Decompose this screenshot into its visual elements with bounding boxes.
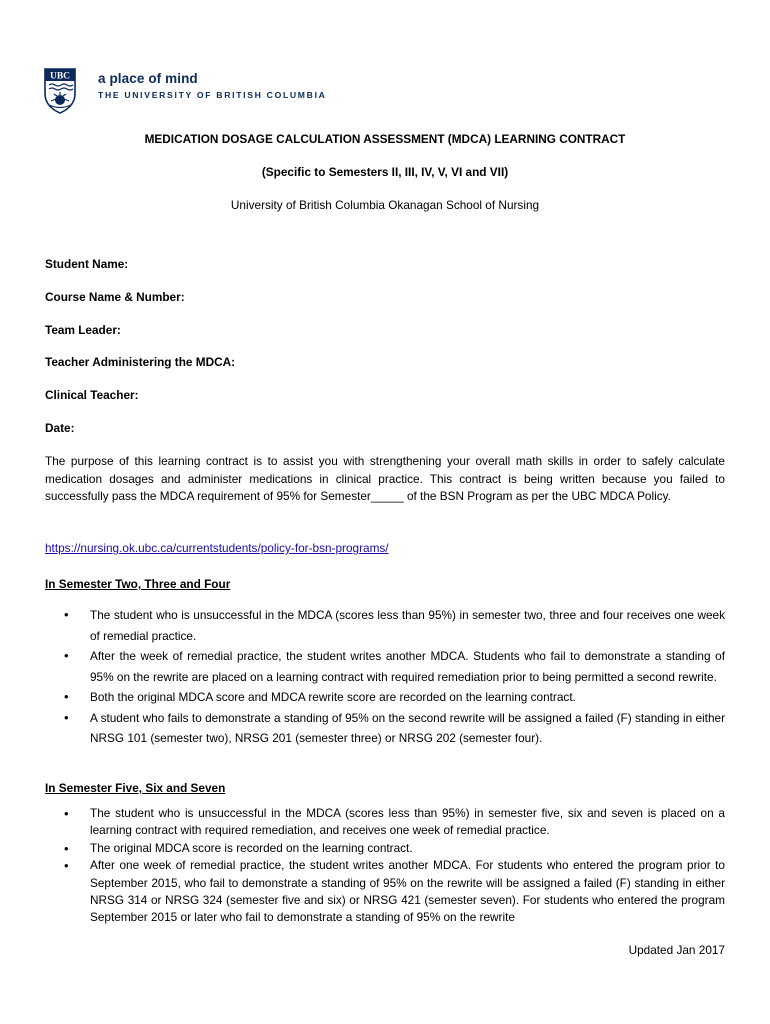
course-label: Course Name & Number: — [45, 290, 185, 304]
list-item: • The student who is unsuccessful in the MDCA (scores less than 95%) in semester five, six and seven is placed on a learning contract with required remediation, and receives one week of remedial practice. — [45, 805, 725, 840]
ubc-header — [44, 68, 364, 116]
list-item: • After the week of remedial practice, the student writes another MDCA. Students who fail to demonstrate a standing of 95% on the rewrite are placed on a learning contract with required remediation prior to being permitted a second rewrite. — [45, 646, 725, 687]
tagline: a place of mind — [98, 71, 198, 86]
ubc-crest-icon — [44, 68, 76, 114]
list-item: • A student who fails to demonstrate a standing of 95% on the second rewrite will be assigned a failed (F) standing in either NRSG 101 (semester two), NRSG 201 (semester three) or NRSG 202 (semester four). — [45, 708, 725, 749]
bullet-list-semester-five-six-seven — [45, 805, 725, 927]
clinical-teacher-label: Clinical Teacher: — [45, 388, 139, 402]
purpose-paragraph: The purpose of this learning contract is to assist you with strengthening your overall math skills in order to safely calculate medication dosages and administer medications in clinical practice. This contract is being written because you failed to successfully pass the MDCA requirement of 95% for Semester_____ of the BSN Program as per the UBC MDCA Policy. — [45, 454, 725, 503]
policy-link[interactable]: https://nursing.ok.ubc.ca/currentstudents/policy-for-bsn-programs/ — [45, 541, 389, 555]
student-name-label: Student Name: — [45, 257, 129, 271]
list-item: • Both the original MDCA score and MDCA rewrite score are recorded on the learning contract. — [45, 687, 725, 708]
updated-date: Updated Jan 2017 — [628, 943, 725, 957]
team-leader-label: Team Leader: — [45, 323, 121, 337]
section-heading-semester-five-six-seven: In Semester Five, Six and Seven — [45, 781, 226, 795]
crest-logo-text: UBC — [49, 71, 71, 82]
date-label: Date: — [45, 421, 75, 435]
list-item: • The student who is unsuccessful in the MDCA (scores less than 95%) in semester two, three and four receives one week of remedial practice. — [45, 605, 725, 646]
list-item: • After one week of remedial practice, the student writes another MDCA. For students who entered the program prior to September 2015, who fail to demonstrate a standing of 95% on the rewrite will be assigned a failed (F) standing in either NRSG 314 or NRSG 324 (semester five and six) or NRSG 421 (semester seven). For students who entered the program September 2015 or later who fail to demonstrate a standing of 95% on the rewrite — [45, 857, 725, 927]
section-heading-semester-two-three-four: In Semester Two, Three and Four — [45, 577, 231, 591]
document-title: MEDICATION DOSAGE CALCULATION ASSESSMENT (MDCA) LEARNING CONTRACT — [144, 132, 626, 146]
list-item: • The original MDCA score is recorded on the learning contract. — [45, 840, 725, 857]
teacher-admin-label: Teacher Administering the MDCA: — [45, 355, 236, 369]
document-subtitle: (Specific to Semesters II, III, IV, V, VI and VII) — [261, 165, 509, 179]
university-name: THE UNIVERSITY OF BRITISH COLUMBIA — [98, 90, 327, 100]
bullet-list-semester-two-three-four — [45, 605, 725, 749]
school-name: University of British Columbia Okanagan School of Nursing — [230, 198, 540, 212]
